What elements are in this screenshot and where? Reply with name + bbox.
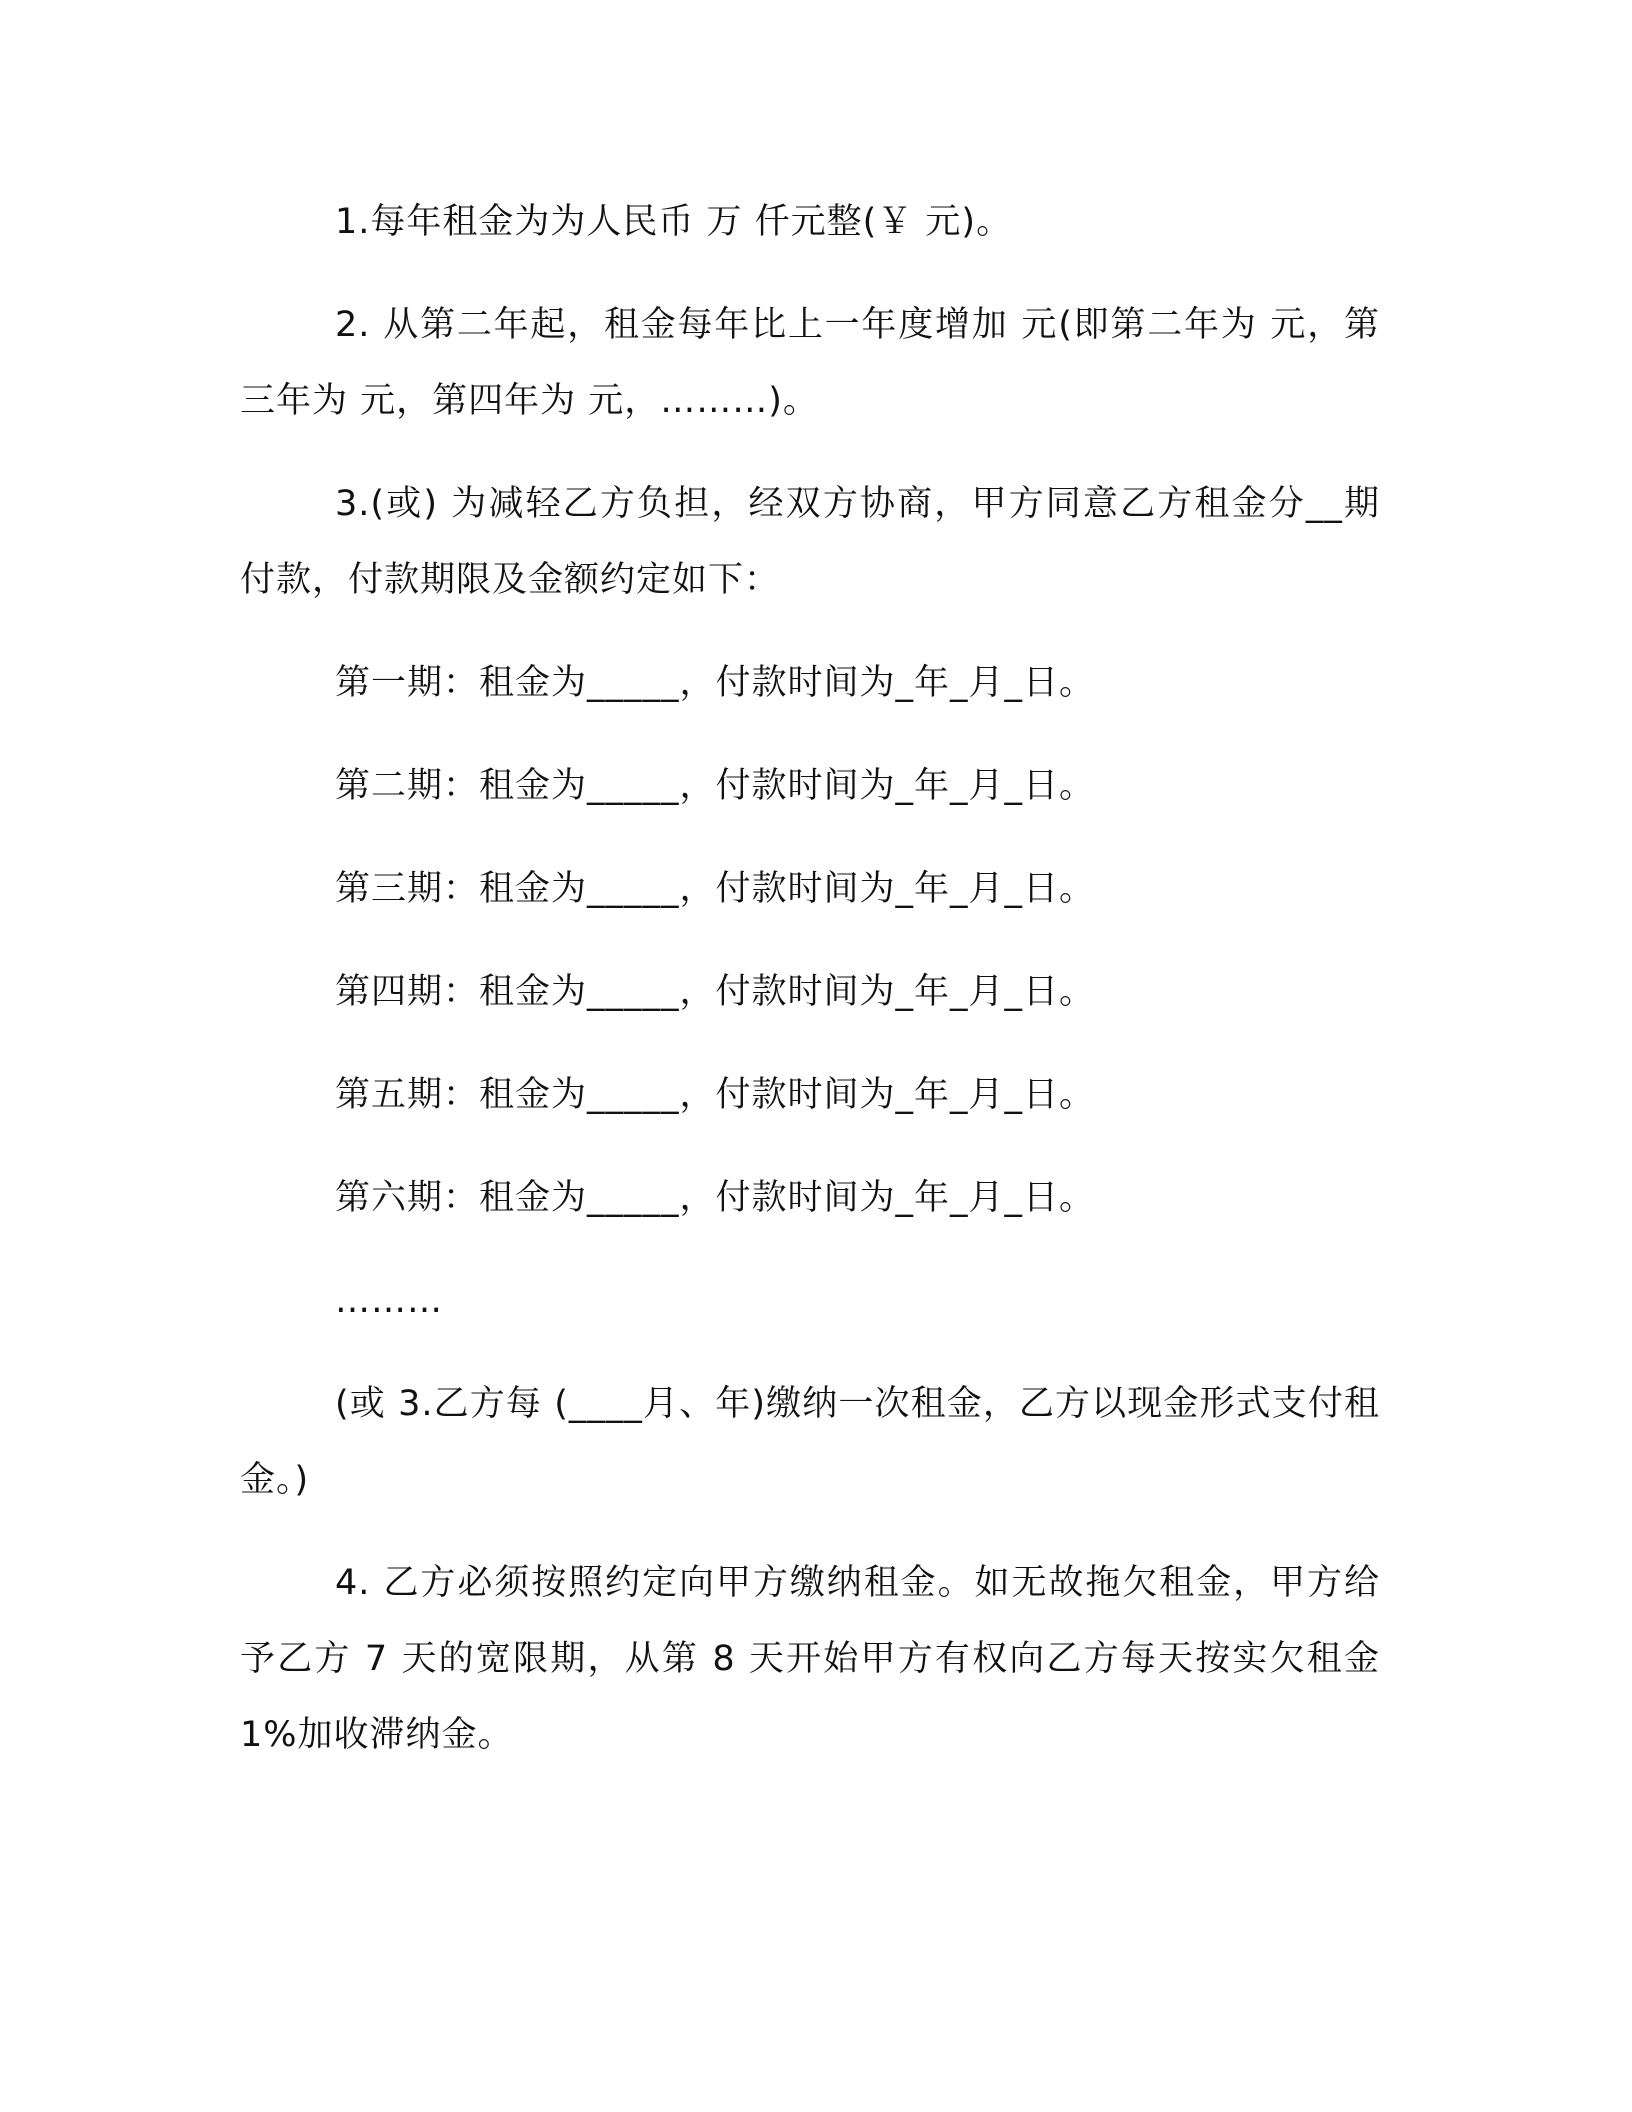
installment-6: 第六期：租金为_____，付款时间为_年_月_日。 xyxy=(335,1178,1096,1218)
clause-3-alternative: (或 3.乙方每 (____月、年)缴纳一次租金，乙方以现金形式支付租金。) xyxy=(240,1384,1380,1500)
installment-4: 第四期：租金为_____，付款时间为_年_月_日。 xyxy=(335,972,1096,1012)
clause-3-installments: 3.(或) 为减轻乙方负担，经双方协商，甲方同意乙方租金分__期付款，付款期限及金额约定如下： xyxy=(240,484,1380,600)
ellipsis: ……… xyxy=(335,1281,443,1321)
installment-5: 第五期：租金为_____，付款时间为_年_月_日。 xyxy=(335,1075,1096,1115)
document-body xyxy=(240,184,1380,1773)
clause-4-late-payment: 4. 乙方必须按照约定向甲方缴纳租金。如无故拖欠租金，甲方给予乙方 7 天的宽限期，从第 8 天开始甲方有权向乙方每天按实欠租金 1%加收滞纳金。 xyxy=(240,1563,1380,1755)
installment-1: 第一期：租金为_____，付款时间为_年_月_日。 xyxy=(335,663,1096,703)
clause-1-annual-rent: 1.每年租金为为人民币 万 仟元整(￥ 元)。 xyxy=(335,202,1013,242)
installment-3: 第三期：租金为_____，付款时间为_年_月_日。 xyxy=(335,869,1096,909)
installment-2: 第二期：租金为_____，付款时间为_年_月_日。 xyxy=(335,766,1096,806)
clause-2-rent-increase: 2. 从第二年起，租金每年比上一年度增加 元(即第二年为 元，第三年为 元，第四年为 元，………)。 xyxy=(240,305,1380,421)
